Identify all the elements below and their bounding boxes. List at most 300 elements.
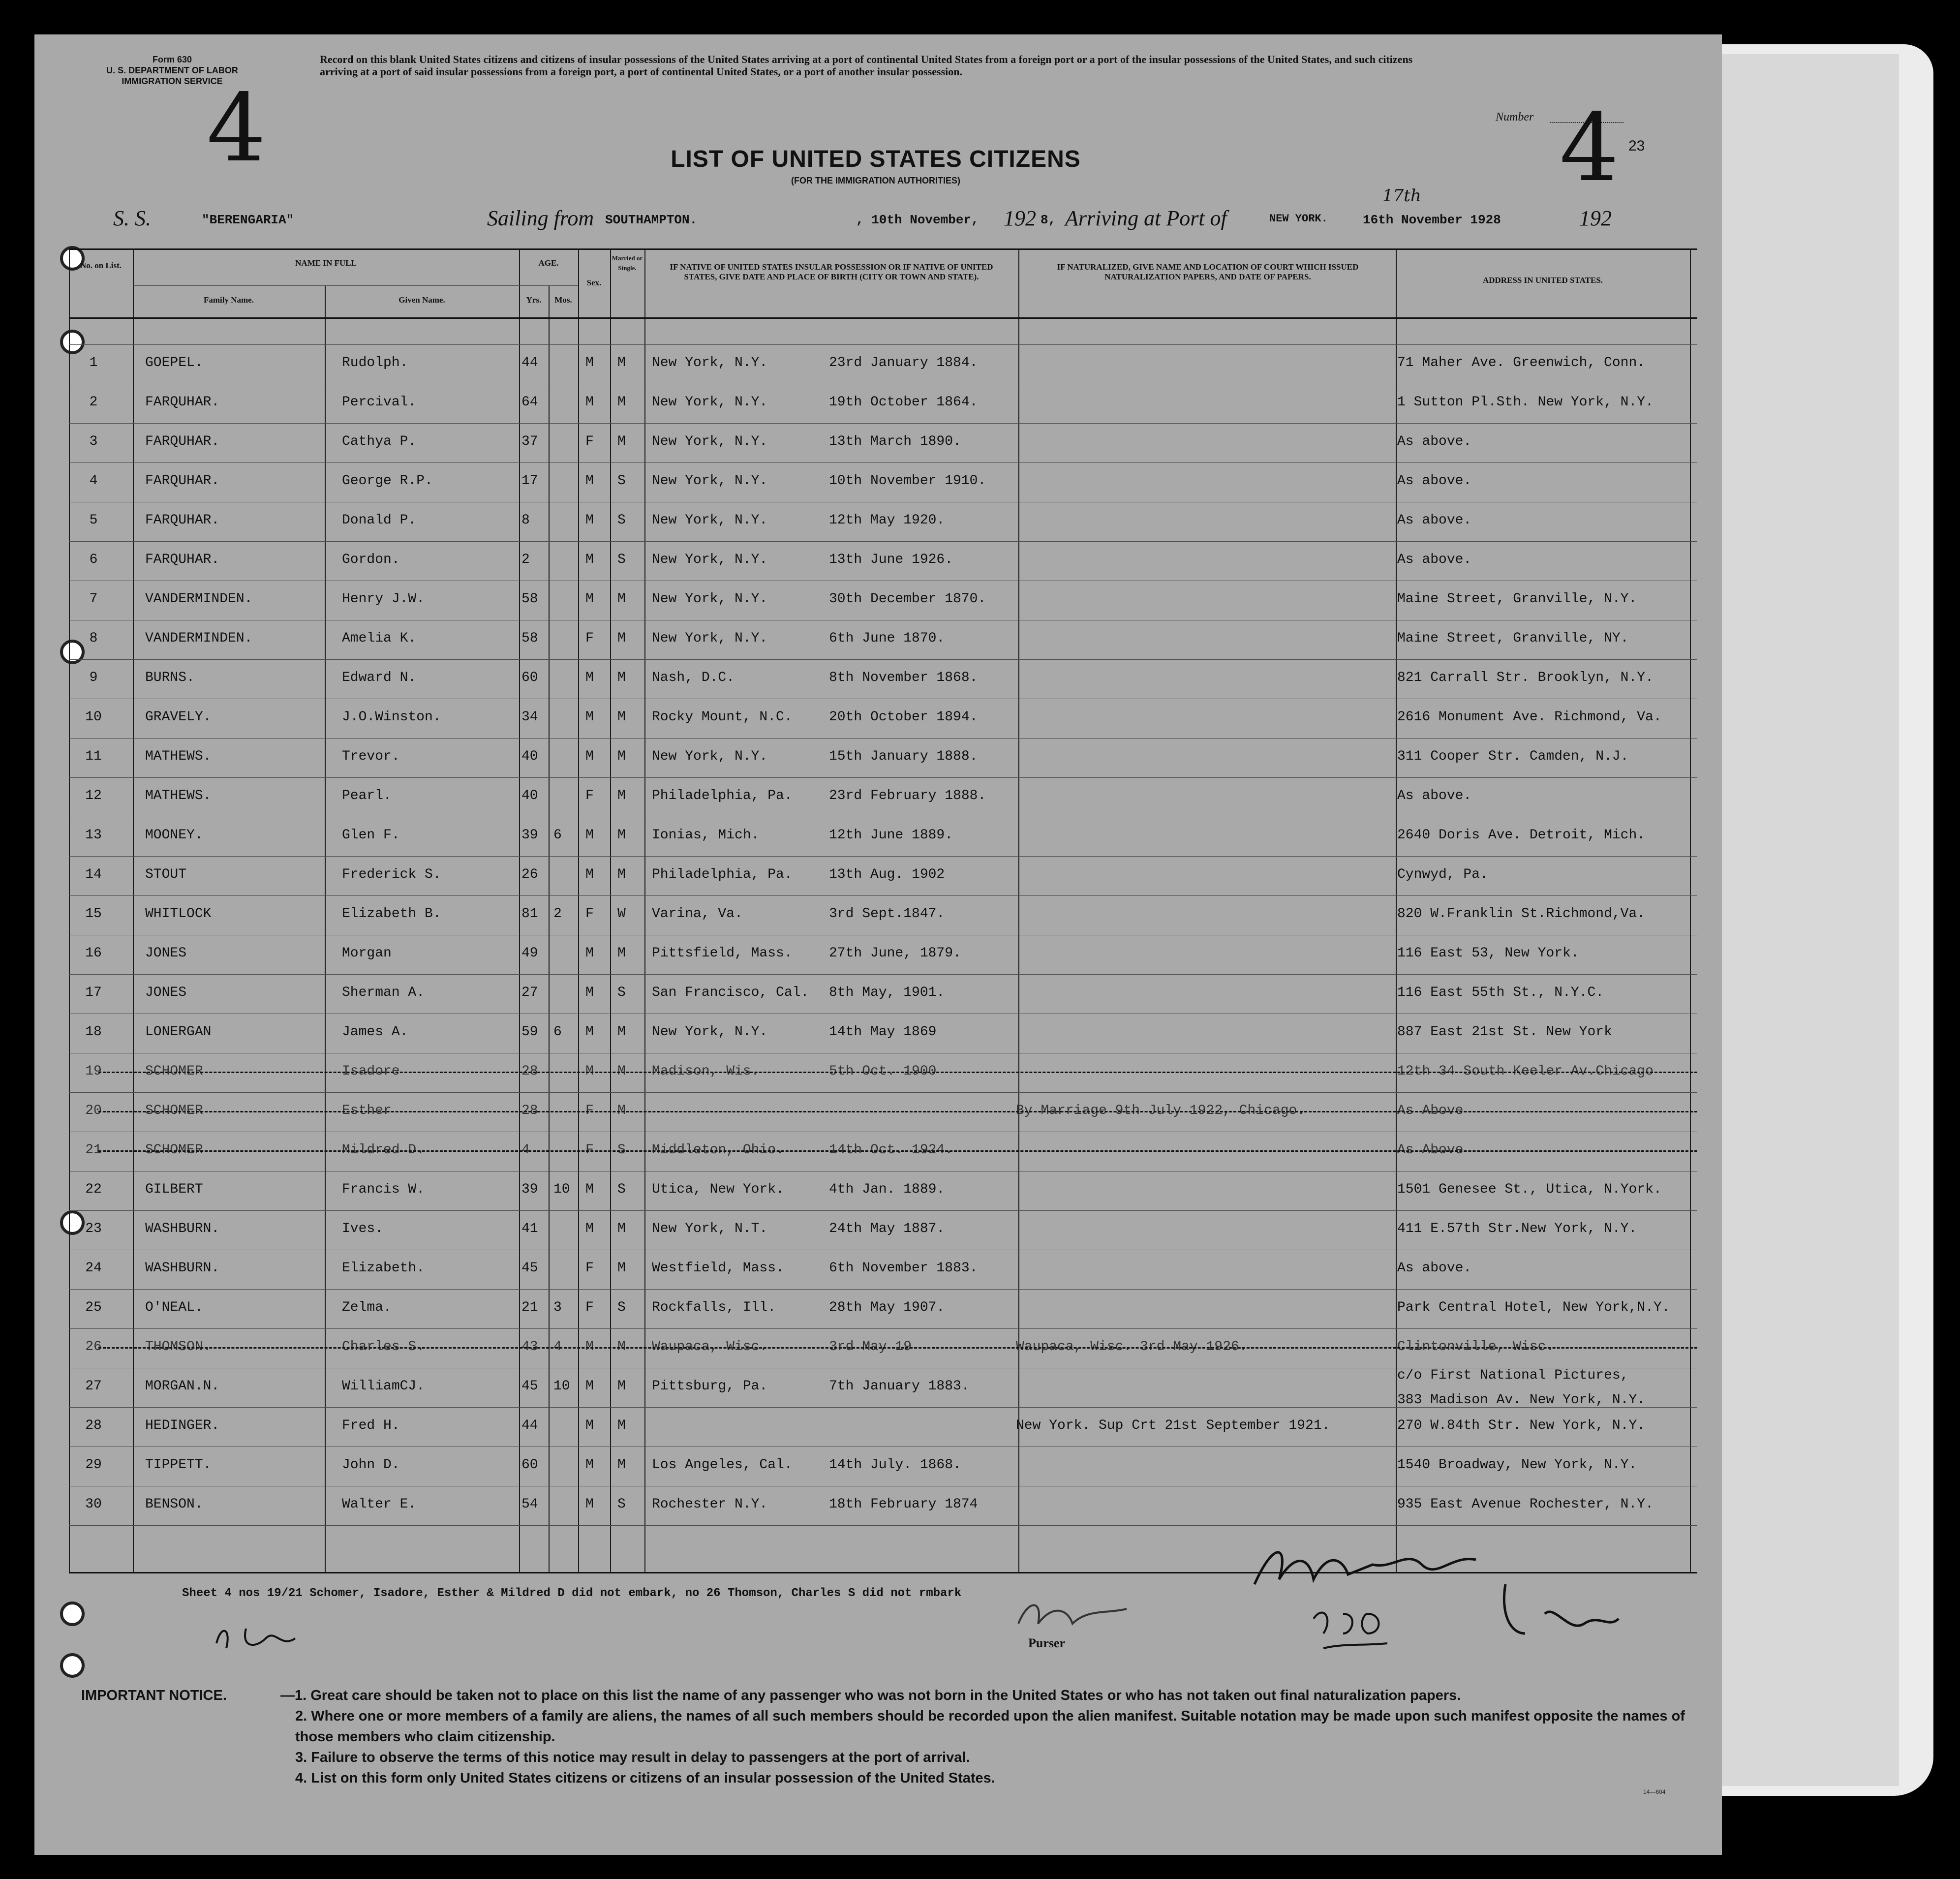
family-name-cell: FARQUHAR.: [145, 513, 220, 528]
sheet-number: 23: [1628, 138, 1645, 154]
col-header-name: NAME IN FULL: [295, 258, 357, 268]
col-header-age: AGE.: [538, 258, 559, 268]
col-header-no: No. on List.: [80, 261, 122, 270]
family-name-cell: MATHEWS.: [145, 788, 212, 803]
sailing-date: , 10th November,: [856, 213, 979, 227]
birth-date-cell: 28th May 1907.: [829, 1300, 945, 1315]
given-name-cell: John D.: [342, 1457, 400, 1473]
age-years-cell: 39: [521, 828, 538, 843]
given-name-cell: Gordon.: [342, 552, 400, 567]
sex-cell: M: [585, 985, 594, 1000]
row-number-cell: 12: [85, 788, 102, 803]
given-name-cell: Pearl.: [342, 788, 392, 803]
birth-date-cell: 27th June, 1879.: [829, 946, 961, 961]
age-years-cell: 41: [521, 1221, 538, 1236]
given-name-cell: Sherman A.: [342, 985, 425, 1000]
birth-place-cell: New York, N.Y.: [652, 513, 768, 528]
sex-cell: M: [585, 670, 594, 685]
us-address-cell: 270 W.84th Str. New York, N.Y.: [1397, 1418, 1646, 1433]
naturalization-cell: New York. Sup Crt 21st September 1921.: [1016, 1418, 1330, 1433]
sex-cell: M: [585, 946, 594, 961]
family-name-cell: BENSON.: [145, 1497, 203, 1512]
age-years-cell: 28: [521, 1064, 538, 1079]
given-name-cell: Fred H.: [342, 1418, 400, 1433]
family-name-cell: FARQUHAR.: [145, 473, 220, 489]
form-number: Form 630: [152, 55, 192, 64]
given-name-cell: Isadore: [342, 1064, 400, 1079]
binder-hole: [60, 1653, 85, 1678]
birth-place-cell: New York, N.Y.: [652, 434, 768, 449]
passenger-row: [69, 856, 1697, 895]
age-months-cell: 3: [553, 1300, 562, 1315]
age-years-cell: 34: [521, 709, 538, 725]
handwritten-sheet-number: 4: [207, 74, 266, 183]
given-name-cell: Ives.: [342, 1221, 384, 1236]
birth-place-cell: Madison, Wis.: [652, 1064, 760, 1079]
passenger-row: [69, 817, 1697, 856]
family-name-cell: HEDINGER.: [145, 1418, 220, 1433]
ss-label: S. S.: [113, 206, 151, 230]
notice-item: 3. Failure to observe the terms of this notice may result in delay to passengers at the port of arrival.: [295, 1750, 970, 1765]
us-address-cell: As Above: [1397, 1142, 1464, 1158]
marital-status-cell: S: [617, 1182, 626, 1197]
marital-status-cell: M: [617, 631, 626, 646]
voyage-line: [113, 186, 1638, 230]
row-number-cell: 5: [89, 513, 98, 528]
row-rule: [69, 1525, 1697, 1526]
row-number-cell: 20: [85, 1103, 102, 1118]
passenger-row: [69, 738, 1697, 777]
marital-status-cell: M: [617, 788, 626, 803]
age-years-cell: 43: [521, 1339, 538, 1355]
birth-place-cell: San Francisco, Cal.: [652, 985, 809, 1000]
given-name-cell: Frederick S.: [342, 867, 441, 882]
col-header-address: ADDRESS IN UNITED STATES.: [1482, 276, 1603, 285]
birth-place-cell: Waupaca, Wisc.: [652, 1339, 768, 1355]
marital-status-cell: M: [617, 395, 626, 410]
strikethrough-line: [98, 1347, 1697, 1349]
marital-status-cell: M: [617, 355, 626, 370]
scribble-mark: [1013, 1594, 1132, 1638]
birth-place-cell: Los Angeles, Cal.: [652, 1457, 793, 1473]
given-name-cell: Mildred D.: [342, 1142, 425, 1158]
header-bottom-rule: [69, 317, 1697, 319]
us-address-cell: 1 Sutton Pl.Sth. New York, N.Y.: [1397, 395, 1654, 410]
birth-date-cell: 5th Oct. 1900: [829, 1064, 937, 1079]
age-years-cell: 45: [521, 1379, 538, 1394]
row-number-cell: 19: [85, 1064, 102, 1079]
sex-cell: M: [585, 395, 594, 410]
birth-place-cell: Westfield, Mass.: [652, 1261, 784, 1276]
naturalization-cell: By Marriage 9th July 1922, Chicago.: [1016, 1103, 1306, 1118]
birth-date-cell: 3rd May 19: [829, 1339, 912, 1355]
trailing-year: 192: [1579, 206, 1612, 230]
us-address-cell: As Above: [1397, 1103, 1464, 1118]
form-instructions: Record on this blank United States citizens and citizens of insular possessions of the United States arriving at a port of continental United States from a foreign port or a port of the insular possessions of the United States, and such citizens arriving at a port of said insular possessions from a foreign port, a port of continental United States, or a port of another insular possession.: [320, 53, 1413, 78]
sex-cell: M: [585, 709, 594, 725]
us-address-cell: 820 W.Franklin St.Richmond,Va.: [1397, 906, 1646, 922]
age-years-cell: 59: [521, 1024, 538, 1040]
marital-status-cell: M: [617, 828, 626, 843]
passenger-row: [69, 1447, 1697, 1486]
marital-status-cell: M: [617, 946, 626, 961]
passenger-row: [69, 1250, 1697, 1289]
us-address-cell: 1501 Genesee St., Utica, N.York.: [1397, 1182, 1662, 1197]
sailing-label: Sailing from: [487, 206, 594, 230]
sex-cell: F: [585, 434, 594, 449]
birth-place-cell: New York, N.Y.: [652, 473, 768, 489]
family-name-cell: SCHOMER: [145, 1103, 203, 1118]
birth-date-cell: 8th May, 1901.: [829, 985, 945, 1000]
row-number-cell: 21: [85, 1142, 102, 1158]
sex-cell: M: [585, 552, 594, 567]
us-address-cell: c/o First National Pictures,: [1397, 1368, 1629, 1383]
page-subtitle: (FOR THE IMMIGRATION AUTHORITIES): [791, 176, 960, 185]
us-address-cell: As above.: [1397, 788, 1472, 803]
family-name-cell: VANDERMINDEN.: [145, 631, 253, 646]
ship-name: "BERENGARIA": [202, 213, 294, 227]
year-prefix: 192: [1004, 206, 1036, 230]
age-years-cell: 21: [521, 1300, 538, 1315]
given-name-cell: Francis W.: [342, 1182, 425, 1197]
age-years-cell: 27: [521, 985, 538, 1000]
birth-place-cell: New York, N.Y.: [652, 552, 768, 567]
passenger-row: [69, 1328, 1697, 1368]
passenger-row: [69, 423, 1697, 462]
year-suffix: 8,: [1041, 213, 1056, 227]
family-name-cell: BURNS.: [145, 670, 195, 685]
birth-date-cell: 30th December 1870.: [829, 591, 986, 607]
passenger-row: [69, 541, 1697, 581]
row-number-cell: 3: [89, 434, 98, 449]
given-name-cell: Charles S.: [342, 1339, 425, 1355]
passenger-row: [69, 1092, 1697, 1132]
us-address-cell: 2640 Doris Ave. Detroit, Mich.: [1397, 828, 1646, 843]
birth-place-cell: New York, N.Y.: [652, 395, 768, 410]
passenger-row: [69, 935, 1697, 974]
family-name-cell: GOEPEL.: [145, 355, 203, 370]
col-header-family-name: Family Name.: [204, 295, 254, 305]
col-header-given-name: Given Name.: [398, 295, 445, 305]
birth-date-cell: 13th Aug. 1902: [829, 867, 945, 882]
passenger-row: [69, 1210, 1697, 1250]
table-top-rule: [69, 248, 1697, 250]
age-years-cell: 81: [521, 906, 538, 922]
birth-date-cell: 8th November 1868.: [829, 670, 978, 685]
us-address-cell: Maine Street, Granville, N.Y.: [1397, 591, 1637, 607]
passenger-row: [69, 1132, 1697, 1171]
row-number-cell: 17: [85, 985, 102, 1000]
birth-place-cell: Utica, New York.: [652, 1182, 784, 1197]
family-name-cell: STOUT: [145, 867, 187, 882]
marital-status-cell: M: [617, 1339, 626, 1355]
passenger-row: [69, 974, 1697, 1014]
col-header-mos: Mos.: [554, 295, 572, 305]
marital-status-cell: M: [617, 1379, 626, 1394]
sex-cell: M: [585, 1457, 594, 1473]
birth-date-cell: 7th January 1883.: [829, 1379, 970, 1394]
marital-status-cell: S: [617, 552, 626, 567]
col-header-sex: Sex.: [586, 278, 602, 287]
us-address-cell: As above.: [1397, 473, 1472, 489]
handwritten-list-number: 4: [1560, 93, 1619, 202]
sex-cell: F: [585, 1300, 594, 1315]
passenger-row: [69, 1171, 1697, 1210]
birth-place-cell: New York, N.T.: [652, 1221, 768, 1236]
header-divider: [133, 285, 578, 286]
us-address-cell: Maine Street, Granville, NY.: [1397, 631, 1629, 646]
age-months-cell: 4: [553, 1339, 562, 1355]
family-name-cell: MOONEY.: [145, 828, 203, 843]
us-address-cell: As above.: [1397, 1261, 1472, 1276]
age-years-cell: 40: [521, 749, 538, 764]
embarkation-footnote: Sheet 4 nos 19/21 Schomer, Isadore, Esther & Mildred D did not embark, no 26 Thomson, Charles S did not rmbark: [182, 1587, 962, 1600]
age-years-cell: 44: [521, 355, 538, 370]
purser-signature: [1245, 1535, 1491, 1604]
row-number-cell: 8: [89, 631, 98, 646]
time-notation: [1304, 1599, 1402, 1658]
family-name-cell: JONES: [145, 946, 187, 961]
row-number-cell: 30: [85, 1497, 102, 1512]
family-name-cell: VANDERMINDEN.: [145, 591, 253, 607]
sex-cell: M: [585, 1418, 594, 1433]
us-address-cell: 12th 34 South Keeler Av.Chicago: [1397, 1064, 1654, 1079]
sex-cell: F: [585, 1261, 594, 1276]
age-years-cell: 39: [521, 1182, 538, 1197]
birth-place-cell: Philadelphia, Pa.: [652, 867, 793, 882]
marital-status-cell: M: [617, 591, 626, 607]
passenger-row: [69, 1053, 1697, 1092]
family-name-cell: SCHOMER: [145, 1064, 203, 1079]
notice-label: IMPORTANT NOTICE.: [81, 1688, 227, 1703]
birth-date-cell: 14th May 1869: [829, 1024, 937, 1040]
birth-place-cell: New York, N.Y.: [652, 749, 768, 764]
passenger-row: [69, 777, 1697, 817]
us-address-cell: 311 Cooper Str. Camden, N.J.: [1397, 749, 1629, 764]
marital-status-cell: M: [617, 1221, 626, 1236]
passenger-row: [69, 344, 1697, 384]
birth-place-cell: Rockfalls, Ill.: [652, 1300, 776, 1315]
row-number-cell: 23: [85, 1221, 102, 1236]
family-name-cell: WHITLOCK: [145, 906, 212, 922]
marital-status-cell: S: [617, 1300, 626, 1315]
passenger-row: [69, 581, 1697, 620]
inspector-initials: [1486, 1574, 1623, 1653]
age-years-cell: 40: [521, 788, 538, 803]
sex-cell: M: [585, 1497, 594, 1512]
given-name-cell: Walter E.: [342, 1497, 417, 1512]
birth-place-cell: New York, N.Y.: [652, 1024, 768, 1040]
age-years-cell: 58: [521, 591, 538, 607]
sex-cell: M: [585, 1221, 594, 1236]
family-name-cell: MORGAN.N.: [145, 1379, 220, 1394]
family-name-cell: MATHEWS.: [145, 749, 212, 764]
family-name-cell: LONERGAN: [145, 1024, 212, 1040]
given-name-cell: J.O.Winston.: [342, 709, 441, 725]
age-years-cell: 8: [521, 513, 530, 528]
us-address-cell: As above.: [1397, 513, 1472, 528]
given-name-cell: James A.: [342, 1024, 408, 1040]
sex-cell: M: [585, 355, 594, 370]
family-name-cell: JONES: [145, 985, 187, 1000]
birth-place-cell: New York, N.Y.: [652, 631, 768, 646]
given-name-cell: Henry J.W.: [342, 591, 425, 607]
print-code: 14—604: [1643, 1788, 1666, 1795]
birth-date-cell: 12th June 1889.: [829, 828, 953, 843]
marital-status-cell: S: [617, 1142, 626, 1158]
given-name-cell: Rudolph.: [342, 355, 408, 370]
birth-place-cell: Rochester N.Y.: [652, 1497, 768, 1512]
birth-date-cell: 13th March 1890.: [829, 434, 961, 449]
sex-cell: F: [585, 631, 594, 646]
sex-cell: M: [585, 1339, 594, 1355]
number-label: Number: [1496, 111, 1534, 123]
birth-place-cell: Varina, Va.: [652, 906, 743, 922]
birth-date-cell: 24th May 1887.: [829, 1221, 945, 1236]
age-years-cell: 45: [521, 1261, 538, 1276]
marital-status-cell: S: [617, 1497, 626, 1512]
age-years-cell: 17: [521, 473, 538, 489]
row-number-cell: 4: [89, 473, 98, 489]
strikethrough-line: [98, 1072, 1697, 1073]
row-number-cell: 16: [85, 946, 102, 961]
row-number-cell: 10: [85, 709, 102, 725]
given-name-cell: WilliamCJ.: [342, 1379, 425, 1394]
marital-status-cell: M: [617, 1024, 626, 1040]
col-header-married: Married or Single.: [612, 254, 643, 272]
col-header-birthplace: IF NATIVE OF UNITED STATES INSULAR POSSESSION OR IF NATIVE OF UNITED STATES, GIVE DATE AND PLACE OF BIRTH (CITY OR TOWN AND STATE).: [670, 262, 993, 281]
us-address-cell: 2616 Monument Ave. Richmond, Va.: [1397, 709, 1662, 725]
naturalization-cell: Waupaca, Wisc. 3rd May 1926.: [1016, 1339, 1248, 1355]
row-number-cell: 25: [85, 1300, 102, 1315]
passenger-row: [69, 502, 1697, 541]
family-name-cell: GRAVELY.: [145, 709, 212, 725]
notice-item: —1. Great care should be taken not to place on this list the name of any passenger who was not born in the United States or who has not taken out final naturalization papers.: [280, 1688, 1461, 1703]
marital-status-cell: M: [617, 1103, 626, 1118]
row-number-cell: 22: [85, 1182, 102, 1197]
birth-place-cell: New York, N.Y.: [652, 355, 768, 370]
birth-place-cell: Nash, D.C.: [652, 670, 735, 685]
sex-cell: M: [585, 1064, 594, 1079]
us-address-cell: Park Central Hotel, New York,N.Y.: [1397, 1300, 1670, 1315]
age-years-cell: 60: [521, 670, 538, 685]
passenger-row: [69, 1289, 1697, 1328]
marital-status-cell: S: [617, 473, 626, 489]
given-name-cell: Amelia K.: [342, 631, 417, 646]
birth-date-cell: 20th October 1894.: [829, 709, 978, 725]
birth-date-cell: 23rd January 1884.: [829, 355, 978, 370]
family-name-cell: WASHBURN.: [145, 1261, 220, 1276]
birth-date-cell: 10th November 1910.: [829, 473, 986, 489]
sex-cell: M: [585, 591, 594, 607]
marital-status-cell: M: [617, 749, 626, 764]
family-name-cell: SCHOMER: [145, 1142, 203, 1158]
sex-cell: F: [585, 906, 594, 922]
passenger-row: [69, 384, 1697, 423]
age-months-cell: 6: [553, 1024, 562, 1040]
strikethrough-line: [98, 1150, 1697, 1152]
birth-date-cell: 23rd February 1888.: [829, 788, 986, 803]
notice-item: 4. List on this form only United States citizens or citizens of an insular possession of the United States.: [295, 1770, 995, 1786]
row-number-cell: 27: [85, 1379, 102, 1394]
birth-date-cell: 14th Oct. 1924.: [829, 1142, 953, 1158]
sex-cell: M: [585, 867, 594, 882]
birth-place-cell: Philadelphia, Pa.: [652, 788, 793, 803]
birth-date-cell: 3rd Sept.1847.: [829, 906, 945, 922]
row-number-cell: 24: [85, 1261, 102, 1276]
family-name-cell: THOMSON.: [145, 1339, 212, 1355]
row-number-cell: 15: [85, 906, 102, 922]
sex-cell: M: [585, 1024, 594, 1040]
age-years-cell: 4: [521, 1142, 530, 1158]
family-name-cell: FARQUHAR.: [145, 434, 220, 449]
given-name-cell: Percival.: [342, 395, 417, 410]
birth-place-cell: Ionias, Mich.: [652, 828, 760, 843]
family-name-cell: TIPPETT.: [145, 1457, 212, 1473]
age-years-cell: 64: [521, 395, 538, 410]
given-name-cell: Cathya P.: [342, 434, 417, 449]
age-years-cell: 49: [521, 946, 538, 961]
passenger-row: [69, 895, 1697, 935]
birth-date-cell: 4th Jan. 1889.: [829, 1182, 945, 1197]
port-of-departure: SOUTHAMPTON.: [605, 213, 698, 227]
sex-cell: M: [585, 513, 594, 528]
passenger-row: [69, 1014, 1697, 1053]
birth-place-cell: Pittsburg, Pa.: [652, 1379, 768, 1394]
birth-date-cell: 15th January 1888.: [829, 749, 978, 764]
family-name-cell: FARQUHAR.: [145, 395, 220, 410]
marital-status-cell: M: [617, 434, 626, 449]
given-name-cell: George R.P.: [342, 473, 433, 489]
initial-mark: [207, 1614, 305, 1658]
age-years-cell: 28: [521, 1103, 538, 1118]
arrival-date-correction: 17th: [1382, 186, 1421, 206]
marital-status-cell: S: [617, 985, 626, 1000]
us-address-cell: 411 E.57th Str.New York, N.Y.: [1397, 1221, 1637, 1236]
passenger-row: [69, 1486, 1697, 1525]
birth-date-cell: 12th May 1920.: [829, 513, 945, 528]
us-address-cell: 1540 Broadway, New York, N.Y.: [1397, 1457, 1637, 1473]
age-years-cell: 2: [521, 552, 530, 567]
birth-date-cell: 19th October 1864.: [829, 395, 978, 410]
family-name-cell: GILBERT: [145, 1182, 203, 1197]
family-name-cell: WASHBURN.: [145, 1221, 220, 1236]
marital-status-cell: M: [617, 1261, 626, 1276]
birth-place-cell: Middleton, Ohio.: [652, 1142, 784, 1158]
birth-place-cell: Rocky Mount, N.C.: [652, 709, 793, 725]
notice-item: 2. Where one or more members of a family are aliens, the names of all such members should be recorded upon the alien manifest. Suitable notation may be made upon such manifest opposite the names of those members who claim citizenship.: [295, 1708, 1685, 1745]
passenger-row: [69, 659, 1697, 699]
given-name-cell: Elizabeth B.: [342, 906, 441, 922]
purser-label: Purser: [1028, 1636, 1066, 1650]
col-header-naturalized: IF NATURALIZED, GIVE NAME AND LOCATION OF COURT WHICH ISSUED NATURALIZATION PAPERS, AND DATE OF PAPERS.: [1057, 262, 1359, 281]
row-number-cell: 18: [85, 1024, 102, 1040]
us-address-cell: As above.: [1397, 434, 1472, 449]
given-name-cell: Trevor.: [342, 749, 400, 764]
us-address-cell: 887 East 21st St. New York: [1397, 1024, 1612, 1040]
given-name-cell: Morgan: [342, 946, 392, 961]
binder-hole: [60, 1602, 85, 1626]
row-number-cell: 7: [89, 591, 98, 607]
us-address-cell: 71 Maher Ave. Greenwich, Conn.: [1397, 355, 1646, 370]
us-address-cell: Cynwyd, Pa.: [1397, 867, 1488, 882]
age-years-cell: 58: [521, 631, 538, 646]
port-of-arrival: NEW YORK.: [1269, 213, 1328, 225]
family-name-cell: FARQUHAR.: [145, 552, 220, 567]
sex-cell: M: [585, 1379, 594, 1394]
given-name-cell: Esther: [342, 1103, 392, 1118]
passenger-row: [69, 699, 1697, 738]
